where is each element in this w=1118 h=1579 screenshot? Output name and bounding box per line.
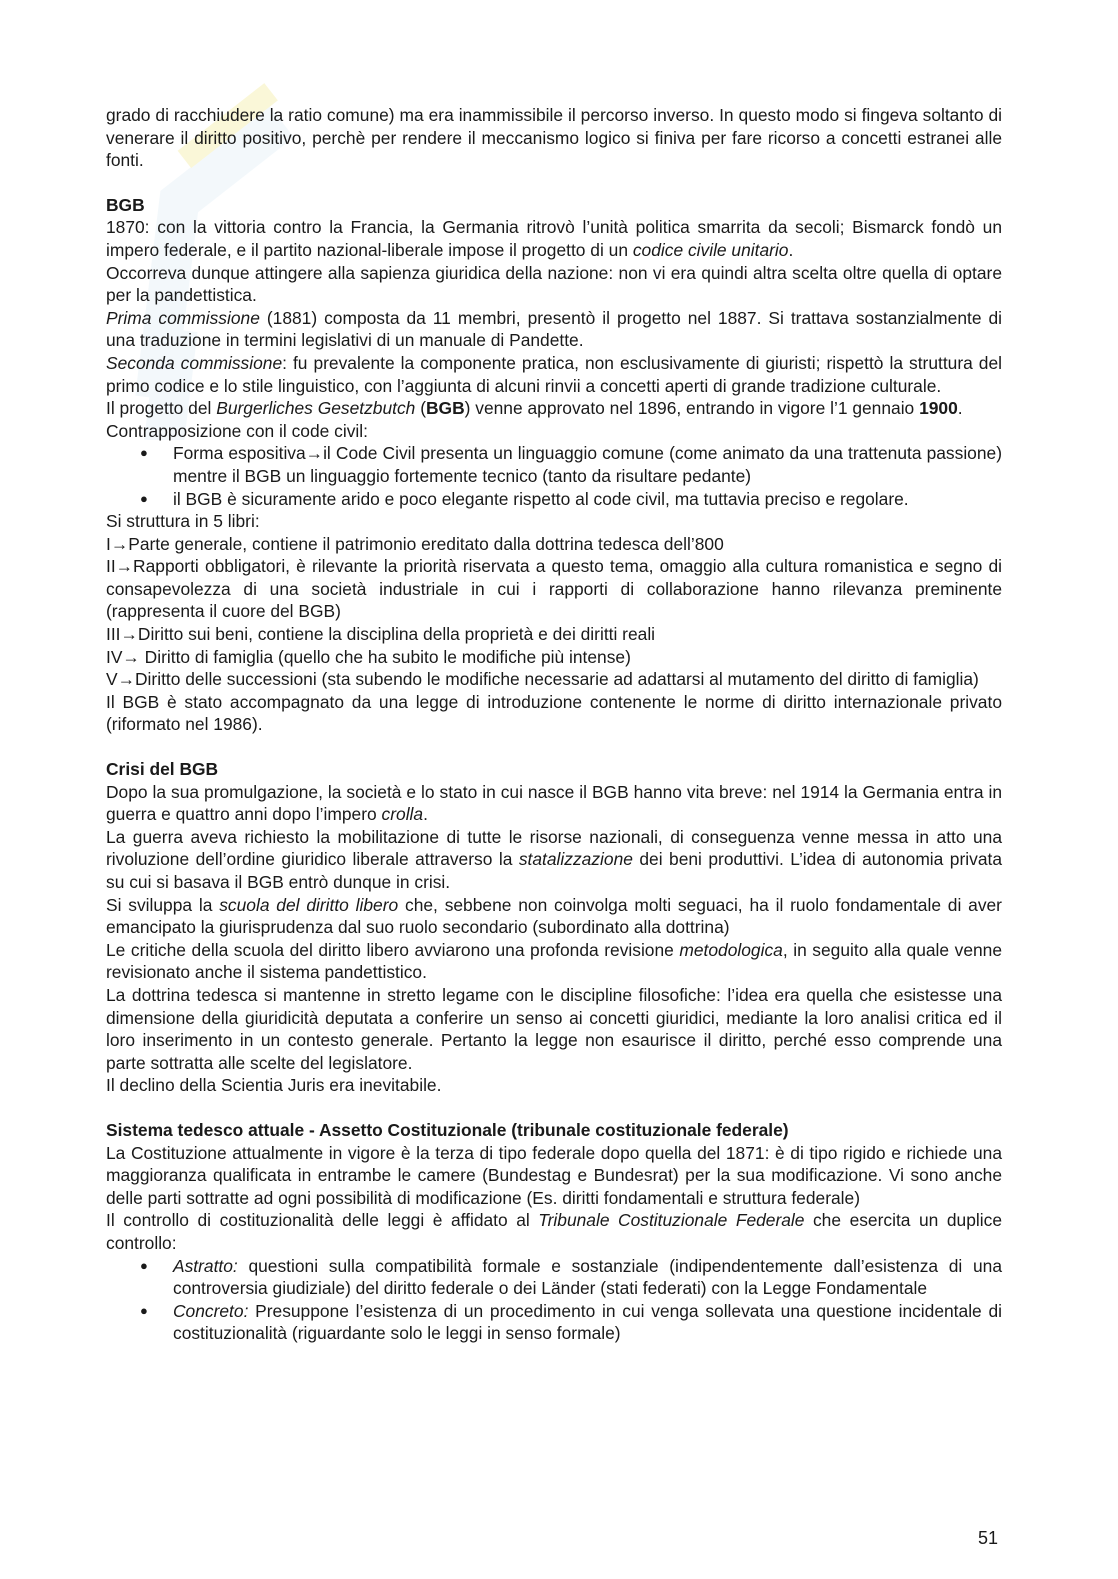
paragraph: 1870: con la vittoria contro la Francia, la Germania ritrovò l’unità politica smarrita da secoli; Bismarck fondò un impero federale, e il partito nazional-liberale impose il progetto di un codice civile unitario. — [106, 217, 1002, 260]
paragraph: Il controllo di costituzionalità delle leggi è affidato al Tribunale Costituzionale Federale che esercita un duplice controllo: — [106, 1210, 1002, 1253]
paragraph: Occorreva dunque attingere alla sapienza giuridica della nazione: non vi era quindi altra scelta oltre quella di optare per la pandettistica. — [106, 262, 1002, 306]
paragraph: La dottrina tedesca si mantenne in stretto legame con le discipline filosofiche: l’idea era quella che esistesse una dimensione della giuridicità deputata a conferire un senso ai concetti giuridici, mediante la loro analisi critica ed il loro inserimento in un contesto generale. Pertanto la legge non esaurisce il diritto, perché esso comprende una parte sottratta alle scelte del legislatore. — [106, 984, 1002, 1073]
paragraph: La guerra aveva richiesto la mobilitazione di tutte le risorse nazionali, di conseguenza venne messa in atto una rivoluzione dell’ordine giuridico liberale attraverso la statalizzazione dei beni produttivi. L’idea di autonomia privata su cui si basava il BGB entrò dunque in crisi. — [106, 826, 1002, 892]
list-item: ● il BGB è sicuramente arido e poco elegante rispetto al code civil, ma tuttavia preciso e regolare. — [106, 488, 1002, 511]
list-item: ● Forma espositiva→il Code Civil presenta un linguaggio comune (come animato da una trattenuta passione) mentre il BGB un linguaggio fortemente tecnico (tanto da risultare pedante) — [106, 442, 1002, 487]
list-item: ● Astratto: questioni sulla compatibilità formale e sostanziale (indipendentemente dall’esistenza di una controversia giudiziale) del diritto federale o dei Länder (stati federati) con la Legge Fondamentale — [106, 1255, 1002, 1300]
book-item: II→Rapporti obbligatori, è rilevante la priorità riservata a questo tema, omaggio alla cultura romanistica e segno di consapevolezza di una società industriale in cui i rapporti di collaborazione hanno rilevanza preminente (rappresenta il cuore del BGB) — [106, 556, 1002, 622]
paragraph: Si struttura in 5 libri: — [106, 511, 260, 532]
paragraph: Il progetto del Burgerliches Gesetzbutch (BGB) venne approvato nel 1896, entrando in vigore l’1 gennaio 1900. — [106, 398, 963, 419]
book-item: V→Diritto delle successioni (sta subendo le modifiche necessarie ad adattarsi al mutamento del diritto di famiglia) — [106, 669, 979, 690]
paragraph: Le critiche della scuola del diritto libero avviarono una profonda revisione metodologica, in seguito alla quale venne revisionato anche il sistema pandettistico. — [106, 939, 1003, 983]
paragraph: Prima commissione (1881) composta da 11 membri, presentò il progetto nel 1887. Si trattava sostanzialmente di una traduzione in termini legislativi di un manuale di Pandette. — [106, 307, 1003, 351]
paragraph: Dopo la sua promulgazione, la società e lo stato in cui nasce il BGB hanno vita breve: nel 1914 la Germania entra in guerra e quattro anni dopo l’impero crolla. — [106, 781, 1002, 825]
section-heading-bgb: BGB — [106, 194, 145, 215]
paragraph: grado di racchiudere la ratio comune) ma era inammissibile il percorso inverso. In questo modo si fingeva soltanto di venerare il diritto positivo, perchè per rendere il meccanismo logico si finiva per fare ricorso a concetti estranei alle fonti. — [106, 105, 1002, 171]
section-heading-sistema: Sistema tedesco attuale - Assetto Costituzionale (tribunale costituzionale federale) — [106, 1119, 789, 1140]
book-item: III→Diritto sui beni, contiene la disciplina della proprietà e dei diritti reali — [106, 624, 656, 645]
paragraph: Contrapposizione con il code civil: — [106, 420, 368, 441]
paragraph: Il declino della Scientia Juris era inevitabile. — [106, 1075, 442, 1096]
paragraph: Seconda commissione: fu prevalente la componente pratica, non esclusivamente di giuristi; rispettò la struttura del primo codice e lo stile linguistico, con l’aggiunta di alcuni rinvii a concetti aperti di grande tradizione culturale. — [106, 352, 1002, 396]
paragraph: Si sviluppa la scuola del diritto libero che, sebbene non coinvolga molti seguaci, ha il ruolo fondamentale di aver emancipato la giurisprudenza dal suo ruolo secondario (subordinato alla dottrina) — [106, 894, 1002, 938]
bullet-list — [106, 442, 1002, 510]
bullet-list — [106, 1255, 1002, 1345]
list-item: ● Concreto: Presuppone l’esistenza di un procedimento in cui venga sollevata una questione incidentale di costituzionalità (riguardante solo le leggi in senso formale) — [106, 1300, 1002, 1345]
section-heading-crisi: Crisi del BGB — [106, 759, 219, 780]
paragraph: La Costituzione attualmente in vigore è la terza di tipo federale dopo quella del 1871: è di tipo rigido e richiede una maggioranza qualificata in entrambe le camere (Bundestag e Bundesrat) per la sua modificazione. Vi sono anche delle parti sottratte ad ogni possibilità di modificazione (Es. diritti fondamentali e struttura federale) — [106, 1142, 1002, 1208]
paragraph: Il BGB è stato accompagnato da una legge di introduzione contenente le norme di diritto internazionale privato (riformato nel 1986). — [106, 691, 1002, 735]
book-item: I→Parte generale, contiene il patrimonio ereditato dalla dottrina tedesca dell’800 — [106, 533, 724, 554]
document-page — [106, 104, 1002, 1345]
book-item: IV→ Diritto di famiglia (quello che ha subito le modifiche più intense) — [106, 646, 631, 667]
page-number: 51 — [978, 1528, 999, 1548]
